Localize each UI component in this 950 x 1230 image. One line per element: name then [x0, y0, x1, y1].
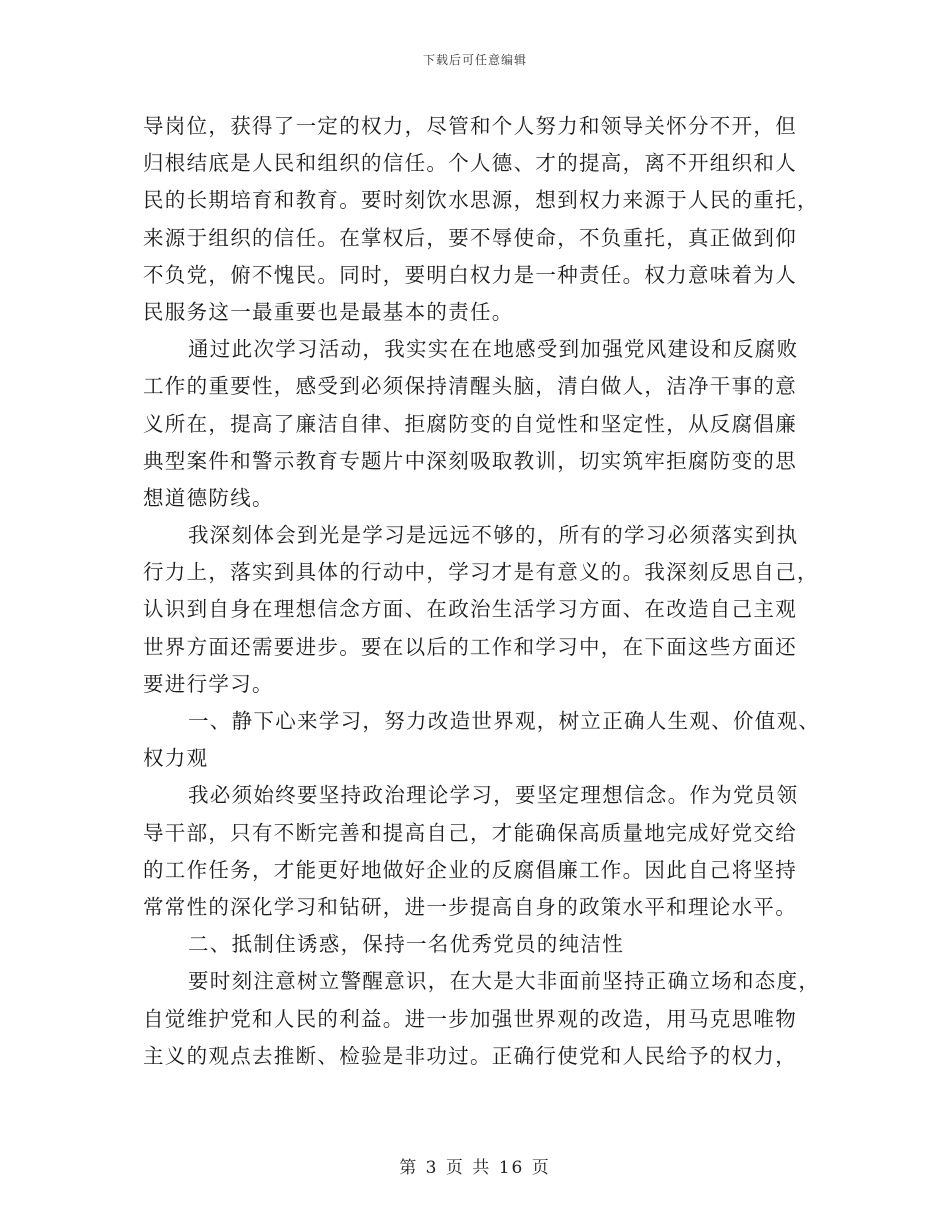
body-line: 常常性的深化学习和钻研，进一步提高自身的政策水平和理论水平。 [143, 894, 797, 919]
body-line: 行力上，落实到具体的行动中，学习才是有意义的。我深刻反思自己， [143, 560, 819, 585]
body-line: 的工作任务，才能更好地做好企业的反腐倡廉工作。因此自己将坚持 [143, 857, 797, 882]
section-heading-continued: 权力观 [143, 746, 209, 771]
body-line: 要时刻注意树立警醒意识，在大是大非面前坚持正确立场和态度， [188, 969, 821, 994]
document-body [143, 108, 821, 1075]
body-line: 来源于组织的信任。在掌权后，要不辱使命，不负重托，真正做到仰 [143, 225, 797, 250]
body-line: 世界方面还需要进步。要在以后的工作和学习中，在下面这些方面还 [143, 634, 797, 659]
body-line: 认识到自身在理想信念方面、在政治生活学习方面、在改造自己主观 [143, 597, 797, 622]
body-line: 归根结底是人民和组织的信任。个人德、才的提高，离不开组织和人 [143, 151, 797, 176]
body-line: 导岗位，获得了一定的权力，尽管和个人努力和领导关怀分不开，但 [143, 114, 797, 138]
body-line: 义所在，提高了廉洁自律、拒腐防变的自觉性和坚定性，从反腐倡廉 [143, 411, 797, 436]
body-line: 不负党，俯不愧民。同时，要明白权力是一种责任。权力意味着为人 [143, 262, 797, 287]
section-heading: 二、抵制住诱惑，保持一名优秀党员的纯洁性 [188, 932, 624, 957]
body-line: 主义的观点去推断、检验是非功过。正确行使党和人民给予的权力， [143, 1043, 797, 1068]
body-line: 我必须始终要坚持政治理论学习，要坚定理想信念。作为党员领 [188, 783, 799, 808]
page-header-note: 下载后可任意编辑 [422, 53, 527, 67]
section-heading: 一、静下心来学习，努力改造世界观，树立正确人生观、价值观、 [188, 709, 821, 733]
page-number-footer: 第 3 页 共 16 页 [399, 1158, 551, 1178]
body-line: 想道德防线。 [143, 485, 274, 510]
body-line: 工作的重要性，感受到必须保持清醒头脑，清白做人，洁净干事的意 [143, 374, 797, 399]
body-line: 民的长期培育和教育。要时刻饮水思源，想到权力来源于人民的重托， [143, 188, 819, 213]
body-line: 通过此次学习活动，我实实在在地感受到加强党风建设和反腐败 [188, 337, 799, 362]
body-line: 典型案件和警示教育专题片中深刻吸取教训，切实筑牢拒腐防变的思 [143, 448, 797, 473]
body-line: 民服务这一最重要也是最基本的责任。 [143, 299, 514, 324]
body-line: 导干部，只有不断完善和提高自己，才能确保高质量地完成好党交给 [143, 820, 797, 845]
body-line: 自觉维护党和人民的利益。进一步加强世界观的改造，用马克思唯物 [143, 1006, 797, 1031]
body-line: 我深刻体会到光是学习是远远不够的，所有的学习必须落实到执 [188, 523, 799, 548]
body-line: 要进行学习。 [143, 671, 274, 696]
